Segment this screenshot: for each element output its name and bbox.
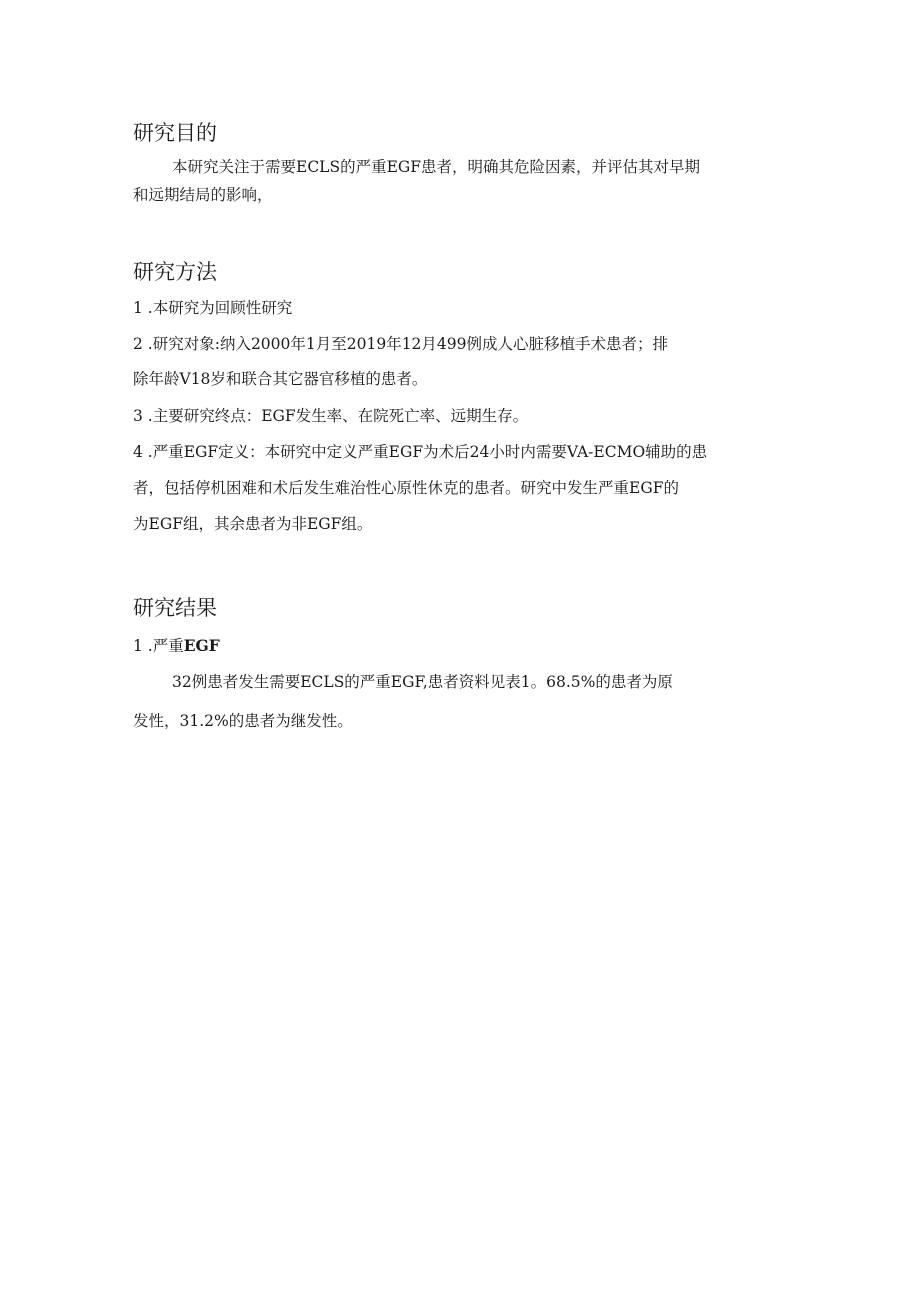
methods-item-4-line-2: 者，包括停机困难和术后发生难治性心原性休克的患者。研究中发生严重EGF的 bbox=[133, 479, 679, 497]
results-paragraph-line: 发性，31.2%的患者为继发性。 bbox=[133, 712, 353, 730]
purpose-paragraph-line: 和远期结局的影响， bbox=[133, 186, 273, 204]
methods-heading: 研究方法 bbox=[133, 260, 217, 284]
purpose-heading: 研究目的 bbox=[133, 121, 217, 145]
results-paragraph-line: 32例患者发生需要ECLS的严重EGF,患者资料见表1。68.5%的患者为原 bbox=[172, 673, 673, 691]
methods-item-1: 1 .本研究为回顾性研究 bbox=[133, 299, 293, 317]
results-heading: 研究结果 bbox=[133, 596, 217, 620]
results-subheading-term: EGF bbox=[183, 636, 220, 655]
methods-item-2-line-2: 除年龄V18岁和联合其它器官移植的患者。 bbox=[133, 370, 428, 388]
methods-item-4-line-1: 4 .严重EGF定义：本研究中定义严重EGF为术后24小时内需要VA-ECMO辅助的患 bbox=[133, 443, 708, 461]
results-subheading-number: 1 .严重 bbox=[133, 637, 184, 655]
methods-item-2-line-1: 2 .研究对象:纳入2000年1月至2019年12月499例成人心脏移植手术患者；排 bbox=[133, 335, 669, 353]
methods-item-3: 3 .主要研究终点：EGF发生率、在院死亡率、远期生存。 bbox=[133, 407, 529, 425]
methods-item-4-line-3: 为EGF组，其余患者为非EGF组。 bbox=[133, 515, 373, 533]
purpose-paragraph-line: 本研究关注于需要ECLS的严重EGF患者，明确其危险因素，并评估其对早期 bbox=[172, 158, 701, 176]
results-subheading bbox=[133, 636, 220, 656]
